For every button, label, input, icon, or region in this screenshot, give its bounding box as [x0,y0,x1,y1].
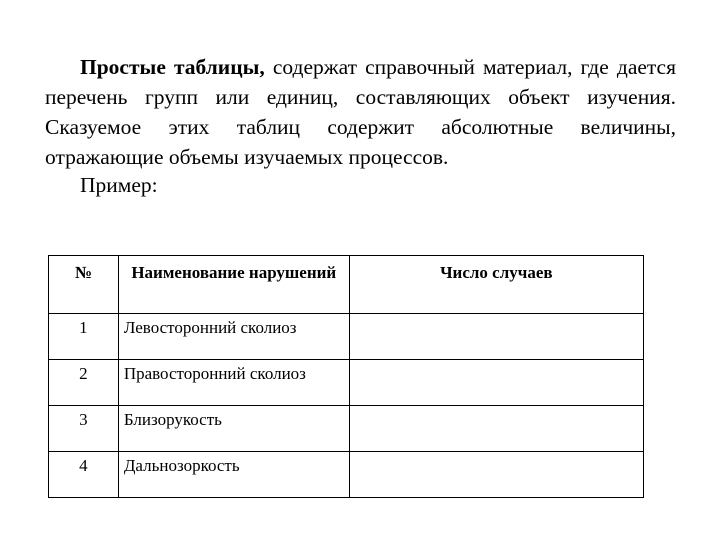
table-row [49,406,644,452]
row-number: 1 [49,314,119,360]
intro-term: Простые таблицы, [80,55,265,79]
table-row [49,452,644,498]
table-row [49,314,644,360]
row-count [349,452,643,498]
row-count [349,314,643,360]
row-count [349,406,643,452]
row-name: Дальнозоркость [118,452,349,498]
header-name: Наименование нарушений [118,256,349,314]
violations-table [48,255,644,498]
row-name: Правосторонний сколиоз [118,360,349,406]
row-name: Близорукость [118,406,349,452]
row-number: 3 [49,406,119,452]
header-count: Число случаев [349,256,643,314]
row-name: Левосторонний сколиоз [118,314,349,360]
table-header-row [49,256,644,314]
row-number: 4 [49,452,119,498]
row-count [349,360,643,406]
header-number: № [49,256,119,314]
table-row [49,360,644,406]
intro-text: содержат справочный материал, где дается перечень групп или единиц, составляющих объект изучения. Сказуемое этих таблиц содержит абсолютные величины, отражающие объемы изучаемых процессов. [45,55,676,169]
example-label: Пример: [80,173,158,197]
row-number: 2 [49,360,119,406]
intro-paragraph [45,52,676,172]
